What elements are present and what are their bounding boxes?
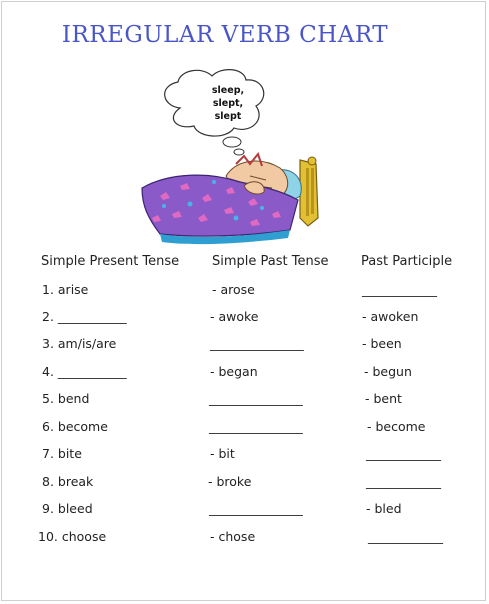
past-cell: _______________ [209, 391, 303, 406]
present-cell: 10. choose [38, 529, 107, 544]
header-simple-present: Simple Present Tense [41, 254, 180, 269]
participle-cell: ____________ [366, 446, 441, 461]
header-past-participle: Past Participle [361, 254, 453, 269]
bubble-line: slept, [212, 98, 244, 109]
present-cell: 6. become [42, 419, 108, 434]
present-cell: 5. bend [42, 391, 90, 406]
bubble-line: sleep, [211, 85, 245, 96]
thought-bubble-text [198, 84, 258, 123]
header-simple-past: Simple Past Tense [212, 254, 329, 269]
participle-cell: ____________ [368, 529, 443, 544]
past-cell: - awoke [210, 309, 259, 324]
participle-cell: - awoken [362, 309, 419, 324]
present-cell: 8. break [42, 474, 94, 489]
past-cell: - began [210, 364, 258, 379]
past-cell: - arose [212, 282, 255, 297]
present-cell: 3. am/is/are [42, 336, 117, 351]
page-title: IRREGULAR VERB CHART [61, 22, 389, 48]
participle-cell: - bled [366, 501, 402, 516]
past-cell: _______________ [210, 336, 304, 351]
past-cell: _______________ [209, 419, 303, 434]
participle-cell: - begun [364, 364, 412, 379]
present-cell: 7. bite [42, 446, 82, 461]
bubble-line: slept [214, 111, 242, 122]
present-cell: 4. ___________ [42, 364, 127, 379]
present-cell: 1. arise [42, 282, 89, 297]
present-cell: 2. ___________ [42, 309, 127, 324]
participle-cell: - bent [365, 391, 402, 406]
past-cell: - bit [210, 446, 235, 461]
participle-cell: - become [367, 419, 426, 434]
participle-cell: ____________ [362, 282, 437, 297]
past-cell: - chose [210, 529, 256, 544]
past-cell: _______________ [209, 501, 303, 516]
participle-cell: ____________ [366, 474, 441, 489]
participle-cell: - been [362, 336, 402, 351]
present-cell: 9. bleed [42, 501, 93, 516]
past-cell: - broke [208, 474, 252, 489]
